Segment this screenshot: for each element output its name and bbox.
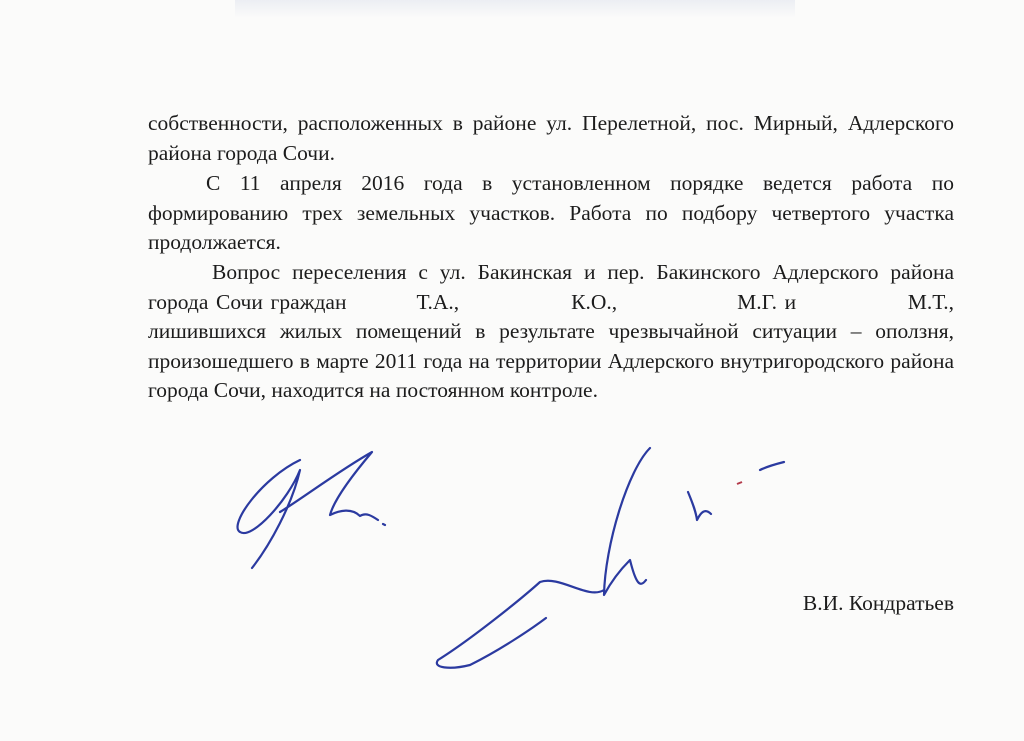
paragraph-3-text-a: Вопрос переселения с ул. Бакинская и пер. Бакинского Адлерского района города Сочи граждан [148, 260, 954, 314]
paragraph-3-text-b: лишившихся жилых помещений в результате чрезвычайной ситуации – оползня, произошедшего в марте 2011 года на территории Адлерского внутригородского района города Сочи, находится на постоянном контроле. [148, 319, 954, 402]
initials-3: М.Г. и [737, 289, 797, 314]
initials-4: М.Т., [907, 289, 954, 314]
paragraph-2: С 11 апреля 2016 года в установленном порядке ведется работа по формированию трех земельных участков. Работа по подбору четвертого участка продолжается. [148, 171, 954, 254]
signature-right [437, 448, 784, 668]
initials-2: К.О., [571, 289, 618, 314]
signature-left [238, 452, 385, 568]
signature-mark [737, 482, 742, 484]
signatory-name: В.И. Кондратьев [802, 591, 954, 615]
paragraph-1: собственности, расположенных в районе ул. Перелетной, пос. Мирный, Адлерского района города Сочи. [148, 111, 954, 165]
initials-1: Т.А., [416, 289, 460, 314]
